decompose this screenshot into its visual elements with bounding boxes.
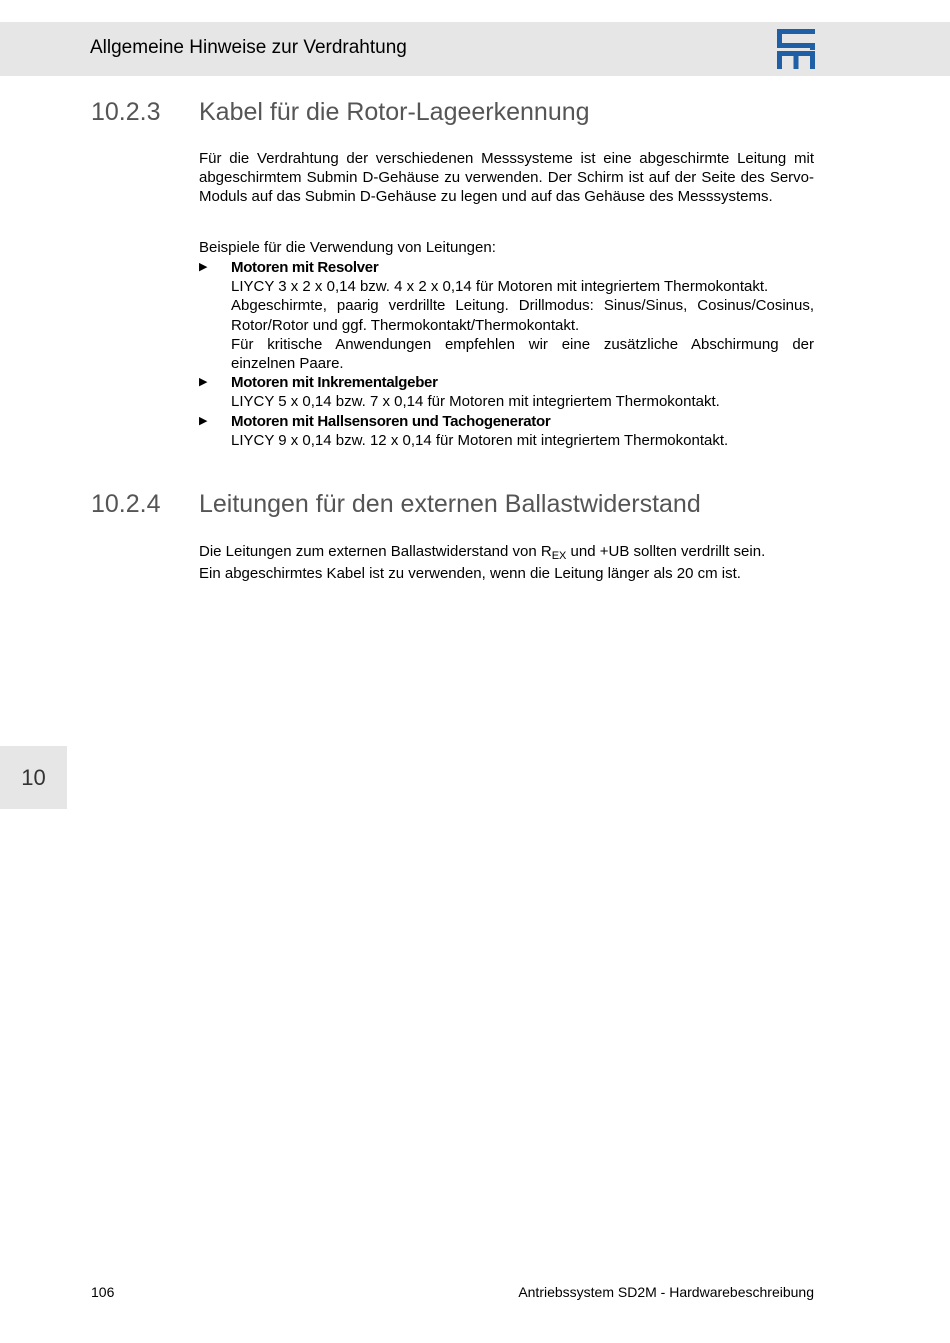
list-item [199, 258, 814, 373]
section-number: 10.2.4 [91, 490, 161, 518]
subscript-text: EX [551, 550, 567, 562]
list-item-line: LIYCY 5 x 0,14 bzw. 7 x 0,14 für Motoren mit integriertem Thermokontakt. [231, 393, 720, 411]
bullet-triangle-icon: ▶ [199, 414, 208, 427]
cable-examples-list [199, 258, 814, 450]
chapter-tab-number: 10 [21, 765, 46, 790]
paragraph-text: Die Leitungen zum externen Ballastwiderstand von R [199, 543, 552, 560]
list-item-line: LIYCY 9 x 0,14 bzw. 12 x 0,14 für Motoren mit integriertem Thermokontakt. [231, 431, 729, 449]
paragraph-text: Ein abgeschirmtes Kabel ist zu verwenden, wenn die Leitung länger als 20 cm ist. [199, 565, 741, 582]
list-item-line: Für kritische Anwendungen empfehlen wir eine zusätzliche Abschirmung der [231, 335, 814, 353]
list-item-heading: Motoren mit Resolver [231, 259, 379, 276]
list-item-line: Rotor/Rotor und ggf. Thermokontakt/Thermokontakt. [231, 316, 580, 334]
bullet-triangle-icon: ▶ [199, 261, 208, 273]
list-item-heading: Motoren mit Inkrementalgeber [231, 374, 438, 392]
footer-page-number: 106 [91, 1284, 115, 1300]
chapter-tab [0, 746, 67, 809]
list-item-line: einzelnen Paare. [231, 355, 344, 373]
section-paragraph: Für die Verdrahtung der verschiedenen Messsysteme ist eine abgeschirmte Leitung mit abgeschirmtem Submin D-Gehäuse zu verwenden. Der Schirm ist auf der Seite des Servo-Moduls auf das Submin D-Gehäuse zu legen und auf das Gehäuse des Messsystems. [199, 150, 814, 206]
paragraph-text: und +UB sollten verdrillt sein. [566, 543, 766, 560]
section-paragraph [199, 541, 814, 585]
list-item-heading: Motoren mit Hallsensoren und Tachogenerator [231, 412, 551, 430]
bullet-triangle-icon: ▶ [199, 376, 208, 389]
company-logo-icon [777, 29, 815, 69]
list-item-line: LIYCY 3 x 2 x 0,14 bzw. 4 x 2 x 0,14 für Motoren mit integriertem Thermokontakt. [231, 278, 769, 296]
section-number: 10.2.3 [91, 98, 161, 126]
footer-document-title: Antriebssystem SD2M - Hardwarebeschreibung [518, 1284, 814, 1300]
page-header-title: Allgemeine Hinweise zur Verdrahtung [90, 37, 407, 58]
list-item-line: Abgeschirmte, paarig verdrillte Leitung. Drillmodus: Sinus/Sinus, Cosinus/Cosinus, [231, 297, 814, 315]
list-item [199, 412, 814, 450]
section-title: Kabel für die Rotor-Lageerkennung [199, 98, 590, 126]
section-title: Leitungen für den externen Ballastwiderstand [199, 490, 701, 518]
list-item [199, 373, 814, 411]
examples-intro: Beispiele für die Verwendung von Leitungen: [199, 239, 496, 256]
